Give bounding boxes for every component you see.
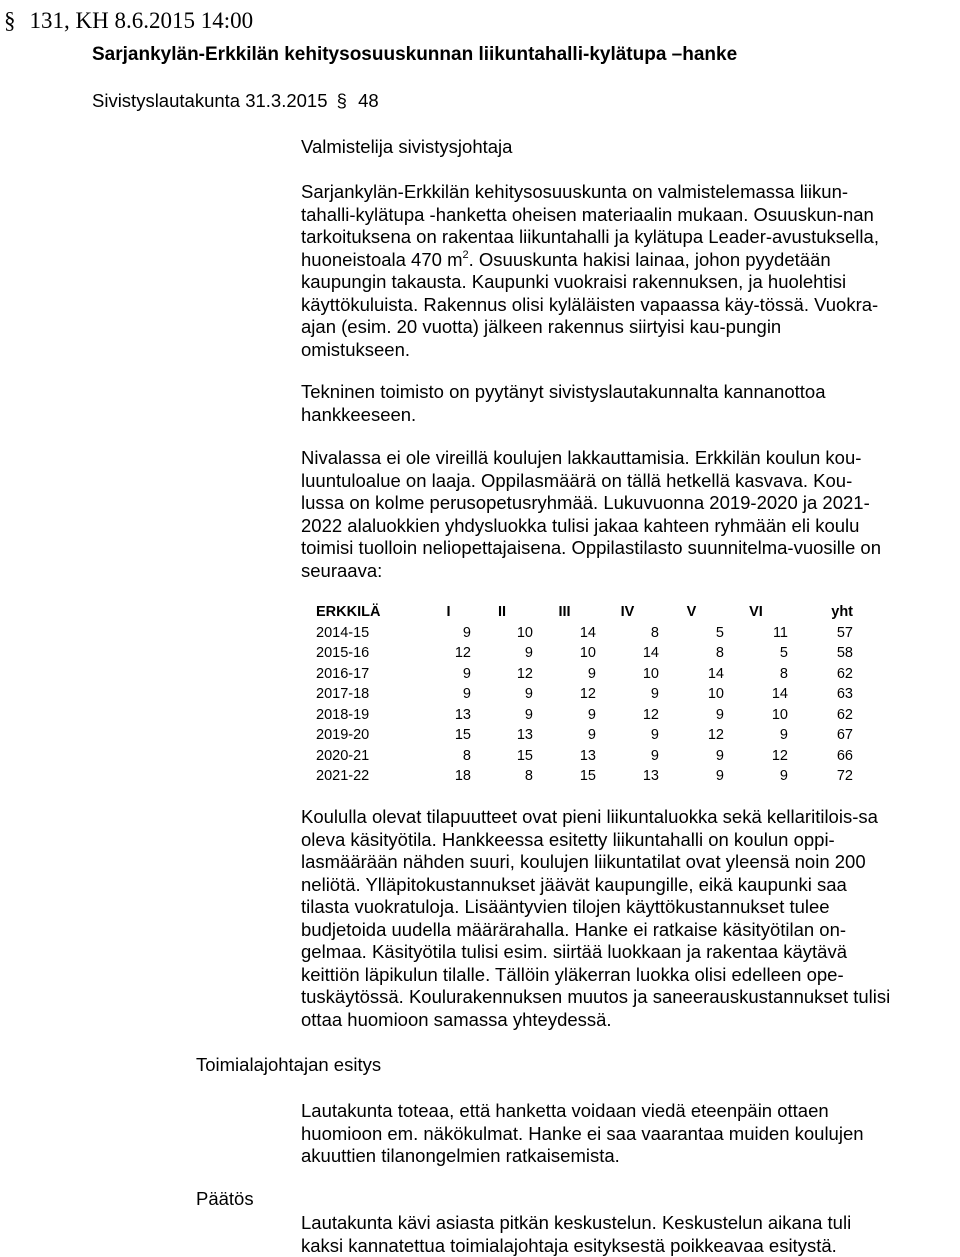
table-cell: 13 [516,727,533,743]
meeting-number: 48 [358,90,379,111]
preparer: Valmistelija sivistysjohtaja [301,136,513,157]
meeting-section-symbol: § [336,90,347,111]
document-title: Sarjankylän-Erkkilän kehitysosuuskunnan liikuntahalli-kylätupa –hanke [92,44,738,65]
table-cell: 2014-15 [316,624,370,641]
table-cell: 62 [836,706,853,723]
table-cell: 8 [779,665,788,682]
table-cell: 9 [587,665,596,682]
table-cell: 8 [462,747,471,764]
table-cell: 12 [642,706,659,723]
table-row [316,684,853,705]
table-cell: 58 [836,645,853,661]
table-cell: 72 [836,768,853,784]
table-cell: 9 [650,747,659,764]
section-symbol: § [4,8,16,33]
table-cell: 14 [707,665,724,682]
table-header-cell: ERKKILÄ [316,604,381,620]
table-cell: 15 [579,768,596,784]
table-header-cell: V [686,604,697,620]
paragraph-project-text-a: Sarjankylän-Erkkilän kehitysosuuskunta on valmistelemassa liikun-tahalli-kylätupa -hanketta oheisen materiaalin mukaan. Osuuskun-nan tarkoituksena on rakentaa liikuntahalli ja kylätupa Leader-avustuksella, huoneistoala 470 m [301,181,879,270]
table-cell: 9 [779,727,788,743]
table-cell: 9 [715,768,724,784]
table-cell: 9 [715,706,724,723]
table-cell: 2021-22 [316,768,370,784]
meeting-reference [92,90,379,112]
paragraph-request-text: Tekninen toimisto on pyytänyt sivistyslautakunnalta kannanottoa hankkeeseen. [301,381,826,425]
table-cell: 11 [772,624,788,641]
table-cell: 14 [642,645,659,661]
table-cell: 9 [524,686,533,702]
table-cell: 10 [579,645,596,661]
table-row [316,664,853,685]
table-cell: 12 [516,665,533,682]
table-cell: 62 [836,665,853,682]
table-cell: 12 [579,686,596,702]
table-header-cell: III [558,604,571,620]
table-cell: 9 [715,747,724,764]
table-cell: 63 [836,686,853,702]
table-cell: 18 [454,768,471,784]
table-cell: 13 [642,768,659,784]
table-cell: 2018-19 [316,706,370,723]
table-cell: 10 [707,686,724,702]
table-cell: 57 [836,624,853,641]
table-cell: 9 [524,706,533,723]
table-cell: 12 [454,645,471,661]
table-header-cell: IV [620,604,635,620]
table-cell: 5 [779,645,788,661]
decision-label: Päätös [196,1188,254,1209]
table-row [316,643,853,664]
table-cell: 9 [587,727,596,743]
table-cell: 9 [650,686,659,702]
table-cell: 67 [836,727,853,743]
table-header-cell: VI [749,604,763,620]
table-cell: 9 [587,706,596,723]
paragraph-school-text: Nivalassa ei ole vireillä koulujen lakkauttamisia. Erkkilän koulun kou-luuntuloalue on laaja. Oppilasmäärä on tällä hetkellä kasvava. Kou-lussa on kolme perusopetusryhmää. Lukuvuonna 2019-2020 ja 2021-2022 alaluokkien yhdysluokka tulisi jakaa kahteen ryhmään eli koulu toimisi tuolloin neliopettajaisena. Oppilastilasto suunnitelma-vuosille on seuraava: [301,447,881,581]
table-cell: 14 [579,624,596,641]
table-cell: 13 [454,706,471,723]
table-cell: 66 [836,747,853,764]
table-cell: 14 [771,686,788,702]
paragraph-project-text-b: . Osuuskunta hakisi lainaa, johon pyydetään kaupungin takausta. Kaupunki vuokraisi rakennuksen, ja huolehtisi käyttökuluista. Rakennus olisi kyläläisten vapaassa käy-tössä. Vuokra-ajan (esim. 20 vuotta) jälkeen rakennus siirtyisi kau-pungin omistukseen. [301,248,879,360]
table-cell: 9 [650,727,659,743]
table-cell: 9 [462,686,471,702]
table-cell: 15 [454,727,471,743]
table-cell: 9 [462,624,471,641]
student-statistics-table [316,602,853,787]
table-header-cell: yht [831,604,853,620]
table-cell: 8 [524,768,533,784]
superscript-2: 2 [462,248,469,261]
table-cell: 2016-17 [316,665,370,682]
table-cell: 10 [516,624,533,641]
paragraph-needs-text: Koululla olevat tilapuutteet ovat pieni liikuntaluokka sekä kellaritilois-sa oleva käsityötila. Hankkeessa esitetty liikuntahalli on koulun oppi-lasmäärään nähden suuri, koulujen liikuntatilat ovat yleensä noin 200 neliötä. Ylläpitokustannukset jäävät kaupungille, eikä kaupunki saa tilasta vuokratuloja. Lisääntyvien tilojen käyttökustannukset tulee budjetoida uudella määrärahalla. Hanke ei ratkaise käsityötilan on-gelmaa. Käsityötila tulisi esim. siirtää luokkaan ja rakentaa käytävä keittiön läpikulun tilalle. Tällöin yläkerran luokka olisi edelleen ope-tuskäytössä. Koulurakennuksen muutos ja saneerauskustannukset tulisi ottaa huomioon samassa yhteydessä. [301,806,891,1030]
paragraph-needs [301,806,895,1031]
table-header-row [316,602,853,623]
table-cell: 8 [715,645,724,661]
table-header-cell: II [497,604,507,620]
table-row [316,705,853,726]
section-header [4,8,253,34]
table-cell: 9 [462,665,471,682]
proposal-text: Lautakunta toteaa, että hanketta voidaan viedä eteenpäin ottaen huomioon em. näkökulmat. Hanke ei saa vaarantaa muiden koulujen akuuttien tilanongelmien ratkaisemista. [301,1100,864,1166]
table-cell: 9 [779,768,788,784]
table-cell: 13 [579,747,596,764]
meeting-label: Sivistyslautakunta 31.3.2015 [92,90,328,111]
proposal-label: Toimialajohtajan esitys [196,1054,382,1075]
decision-text: Lautakunta kävi asiasta pitkän keskustelun. Keskustelun aikana tuli kaksi kannatettua toimialajohtaja esityksestä poikkeavaa esitystä. [301,1212,852,1256]
table-cell: 2015-16 [316,645,370,661]
paragraph-request [301,381,881,426]
paragraph-project [301,181,887,361]
paragraph-school [301,447,893,582]
table-cell: 2020-21 [316,747,370,764]
table-cell: 12 [771,747,788,764]
table-cell: 9 [524,645,533,661]
table-row [316,623,853,644]
section-number: 131, KH 8.6.2015 14:00 [29,8,254,33]
table-row [316,725,853,746]
table-cell: 15 [516,747,533,764]
table-cell: 2019-20 [316,727,370,743]
table-row [316,766,853,787]
table-cell: 8 [650,624,659,641]
table-cell: 2017-18 [316,686,370,702]
table-header-cell: I [446,604,451,620]
table-cell: 10 [642,665,659,682]
table-cell: 5 [715,624,724,641]
table-cell: 12 [707,727,724,743]
table-row [316,746,853,767]
table-cell: 10 [771,706,788,723]
